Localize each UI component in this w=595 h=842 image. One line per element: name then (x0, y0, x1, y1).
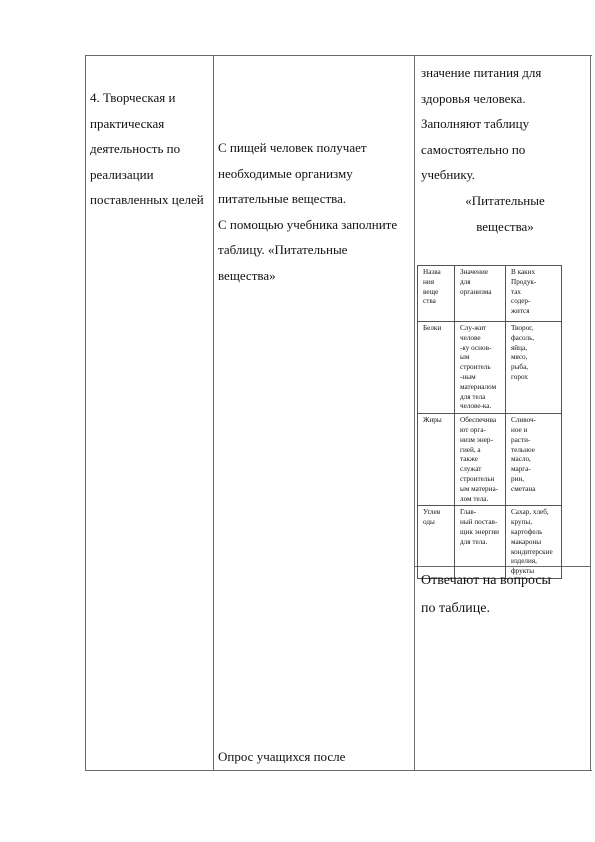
table-title-line: «Питательные (465, 192, 545, 208)
table-left-border (85, 55, 86, 771)
stage-cell (90, 85, 210, 213)
students-line: значение питания для (421, 65, 542, 80)
stage-line: практическая (90, 115, 165, 131)
table-header-row (418, 266, 565, 322)
students-line: учебнику. (421, 167, 475, 183)
students-line: самостоятельно по (421, 141, 526, 157)
teacher-line: С пищей человек получает (218, 140, 367, 155)
teacher-bottom-text: Опрос учащихся после (218, 749, 346, 764)
table-top-border (85, 55, 592, 56)
table-spacer-cell (562, 266, 565, 322)
cell-substance: Белки (418, 322, 455, 414)
table-spacer-cell (562, 414, 565, 506)
teacher-line: таблицу. «Питательные (218, 242, 348, 258)
column-divider-3 (590, 55, 591, 771)
column-divider-2 (414, 55, 415, 771)
teacher-cell (218, 135, 410, 289)
table-title-line: вещества» (476, 218, 534, 234)
cell-substance: Углев оды (418, 506, 455, 579)
column-divider-1 (213, 55, 214, 771)
teacher-line: С помощью учебника заполните (218, 216, 398, 232)
teacher-line: необходимые организму (218, 165, 353, 181)
cell-significance: Глав- ный постав- щик энергии для тела. (455, 506, 506, 579)
cell-products: Творог, фасоль, яйца, мясо, рыба, горох (506, 322, 562, 414)
cell-substance: Жиры (418, 414, 455, 506)
teacher-line: питательные вещества. (218, 191, 347, 207)
cell-products: Сахар, хлеб, крупы, картофель макароны кондитерские изделия, фрукты (506, 506, 562, 579)
students-after-line: Отвечают на вопросы (421, 573, 551, 588)
header-cell-products: В каких Продук- тах содер- жится (506, 266, 562, 322)
header-cell-significance: Значение для организма (455, 266, 506, 322)
teacher-line: вещества» (218, 267, 276, 283)
stage-line: 4. Творческая и (90, 90, 176, 105)
students-line: здоровья человека. (421, 90, 526, 106)
cell-significance: Слу-жит челове -ку основ- ым строитель -ным материалом для тела челове-ка. (455, 322, 506, 414)
students-after-cell (421, 567, 571, 623)
table-bottom-border (85, 770, 592, 771)
stage-line: реализации (90, 166, 154, 182)
stage-line: поставленных целей (90, 192, 204, 208)
table-spacer-cell (562, 322, 565, 414)
students-after-line: по таблице. (421, 601, 490, 616)
table-row (418, 414, 565, 506)
stage-line: деятельность по (90, 141, 181, 157)
students-cell (421, 60, 571, 239)
cell-significance: Обеспечива ют орга- низм энер- гией, а также служат строительн ым материа- лом тела. (455, 414, 506, 506)
cell-products: Сливоч- ное и расти- тельное масло, марга- рин, сметана (506, 414, 562, 506)
students-line: Заполняют таблицу (421, 116, 530, 132)
nutrient-table (417, 265, 564, 579)
header-cell-substance: Назва ния веще ства (418, 266, 455, 322)
table-row (418, 322, 565, 414)
